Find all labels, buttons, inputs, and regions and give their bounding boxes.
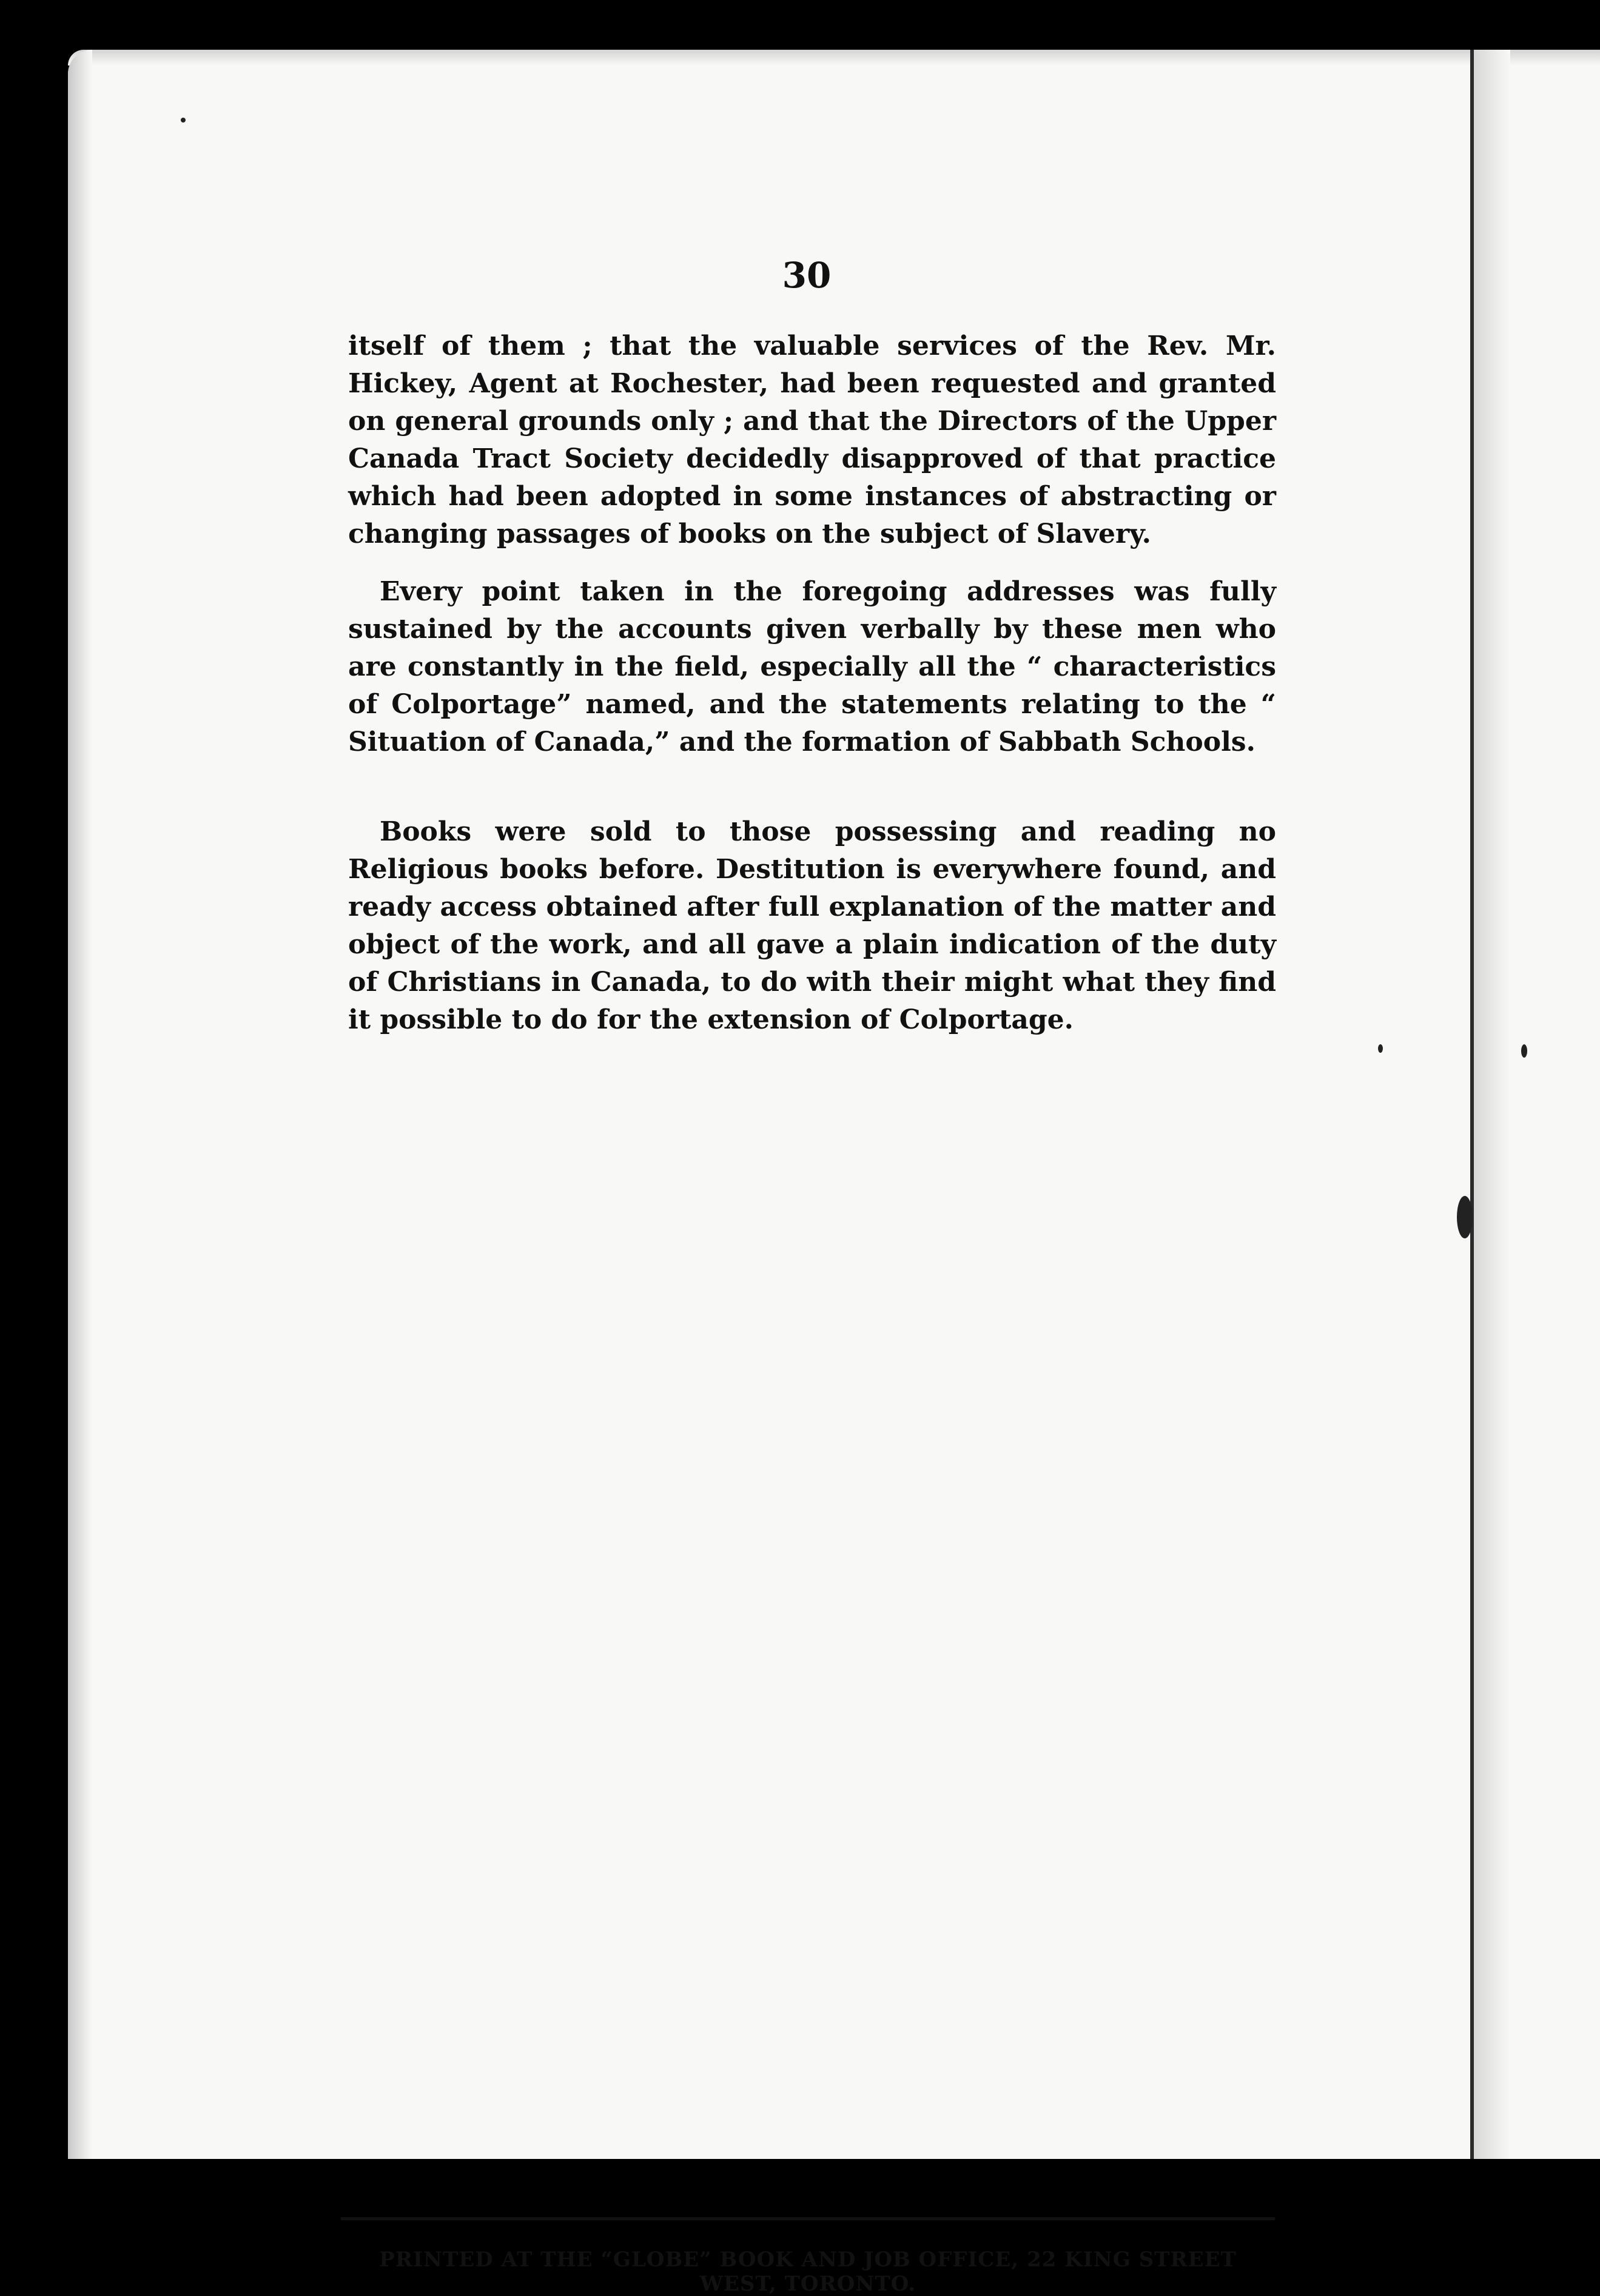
scan-speck bbox=[1378, 1044, 1383, 1053]
paragraph-3: Books were sold to those possessing and reading no Religious books before. Destitution is everywhere found, and ready access obtained after full explanation of the matter and object of the work, and all gave a plain indication of the duty of Christians in Canada, to do with their might what they find it possible to do for the extension of Colportage. bbox=[348, 816, 1276, 1035]
paragraph-2: Every point taken in the foregoing addresses was fully sustained by the accounts given verbally by these men who are constantly in the field, especially all the “ characteristics of Colportage” named, and the statements relating to the “ Situation of Canada,” and the formation of Sabbath Schools. bbox=[348, 576, 1276, 757]
page-left-shadow bbox=[68, 50, 92, 2159]
page-number: 30 bbox=[782, 255, 832, 296]
binding-shade bbox=[1474, 50, 1510, 2159]
scan-speck bbox=[1457, 1196, 1473, 1238]
scan-speck bbox=[1521, 1044, 1527, 1058]
binding-edge bbox=[1470, 50, 1474, 2159]
paragraph-1: itself of them ; that the valuable services of the Rev. Mr. Hickey, Agent at Rochester, had been requested and granted on general grounds only ; and that the Directors of the Upper Canada Tract Society decidedly disapproved of that practice which had been adopted in some instances of abstracting or changing passages of books on the subject of Slavery. bbox=[348, 331, 1276, 549]
printer-imprint: PRINTED AT THE “GLOBE” BOOK AND JOB OFFICE, 22 KING STREET WEST, TORONTO. bbox=[379, 2247, 1237, 2296]
scan-speck bbox=[181, 118, 186, 123]
footer-rule bbox=[341, 2217, 1275, 2220]
page-top-shadow bbox=[68, 50, 1600, 65]
